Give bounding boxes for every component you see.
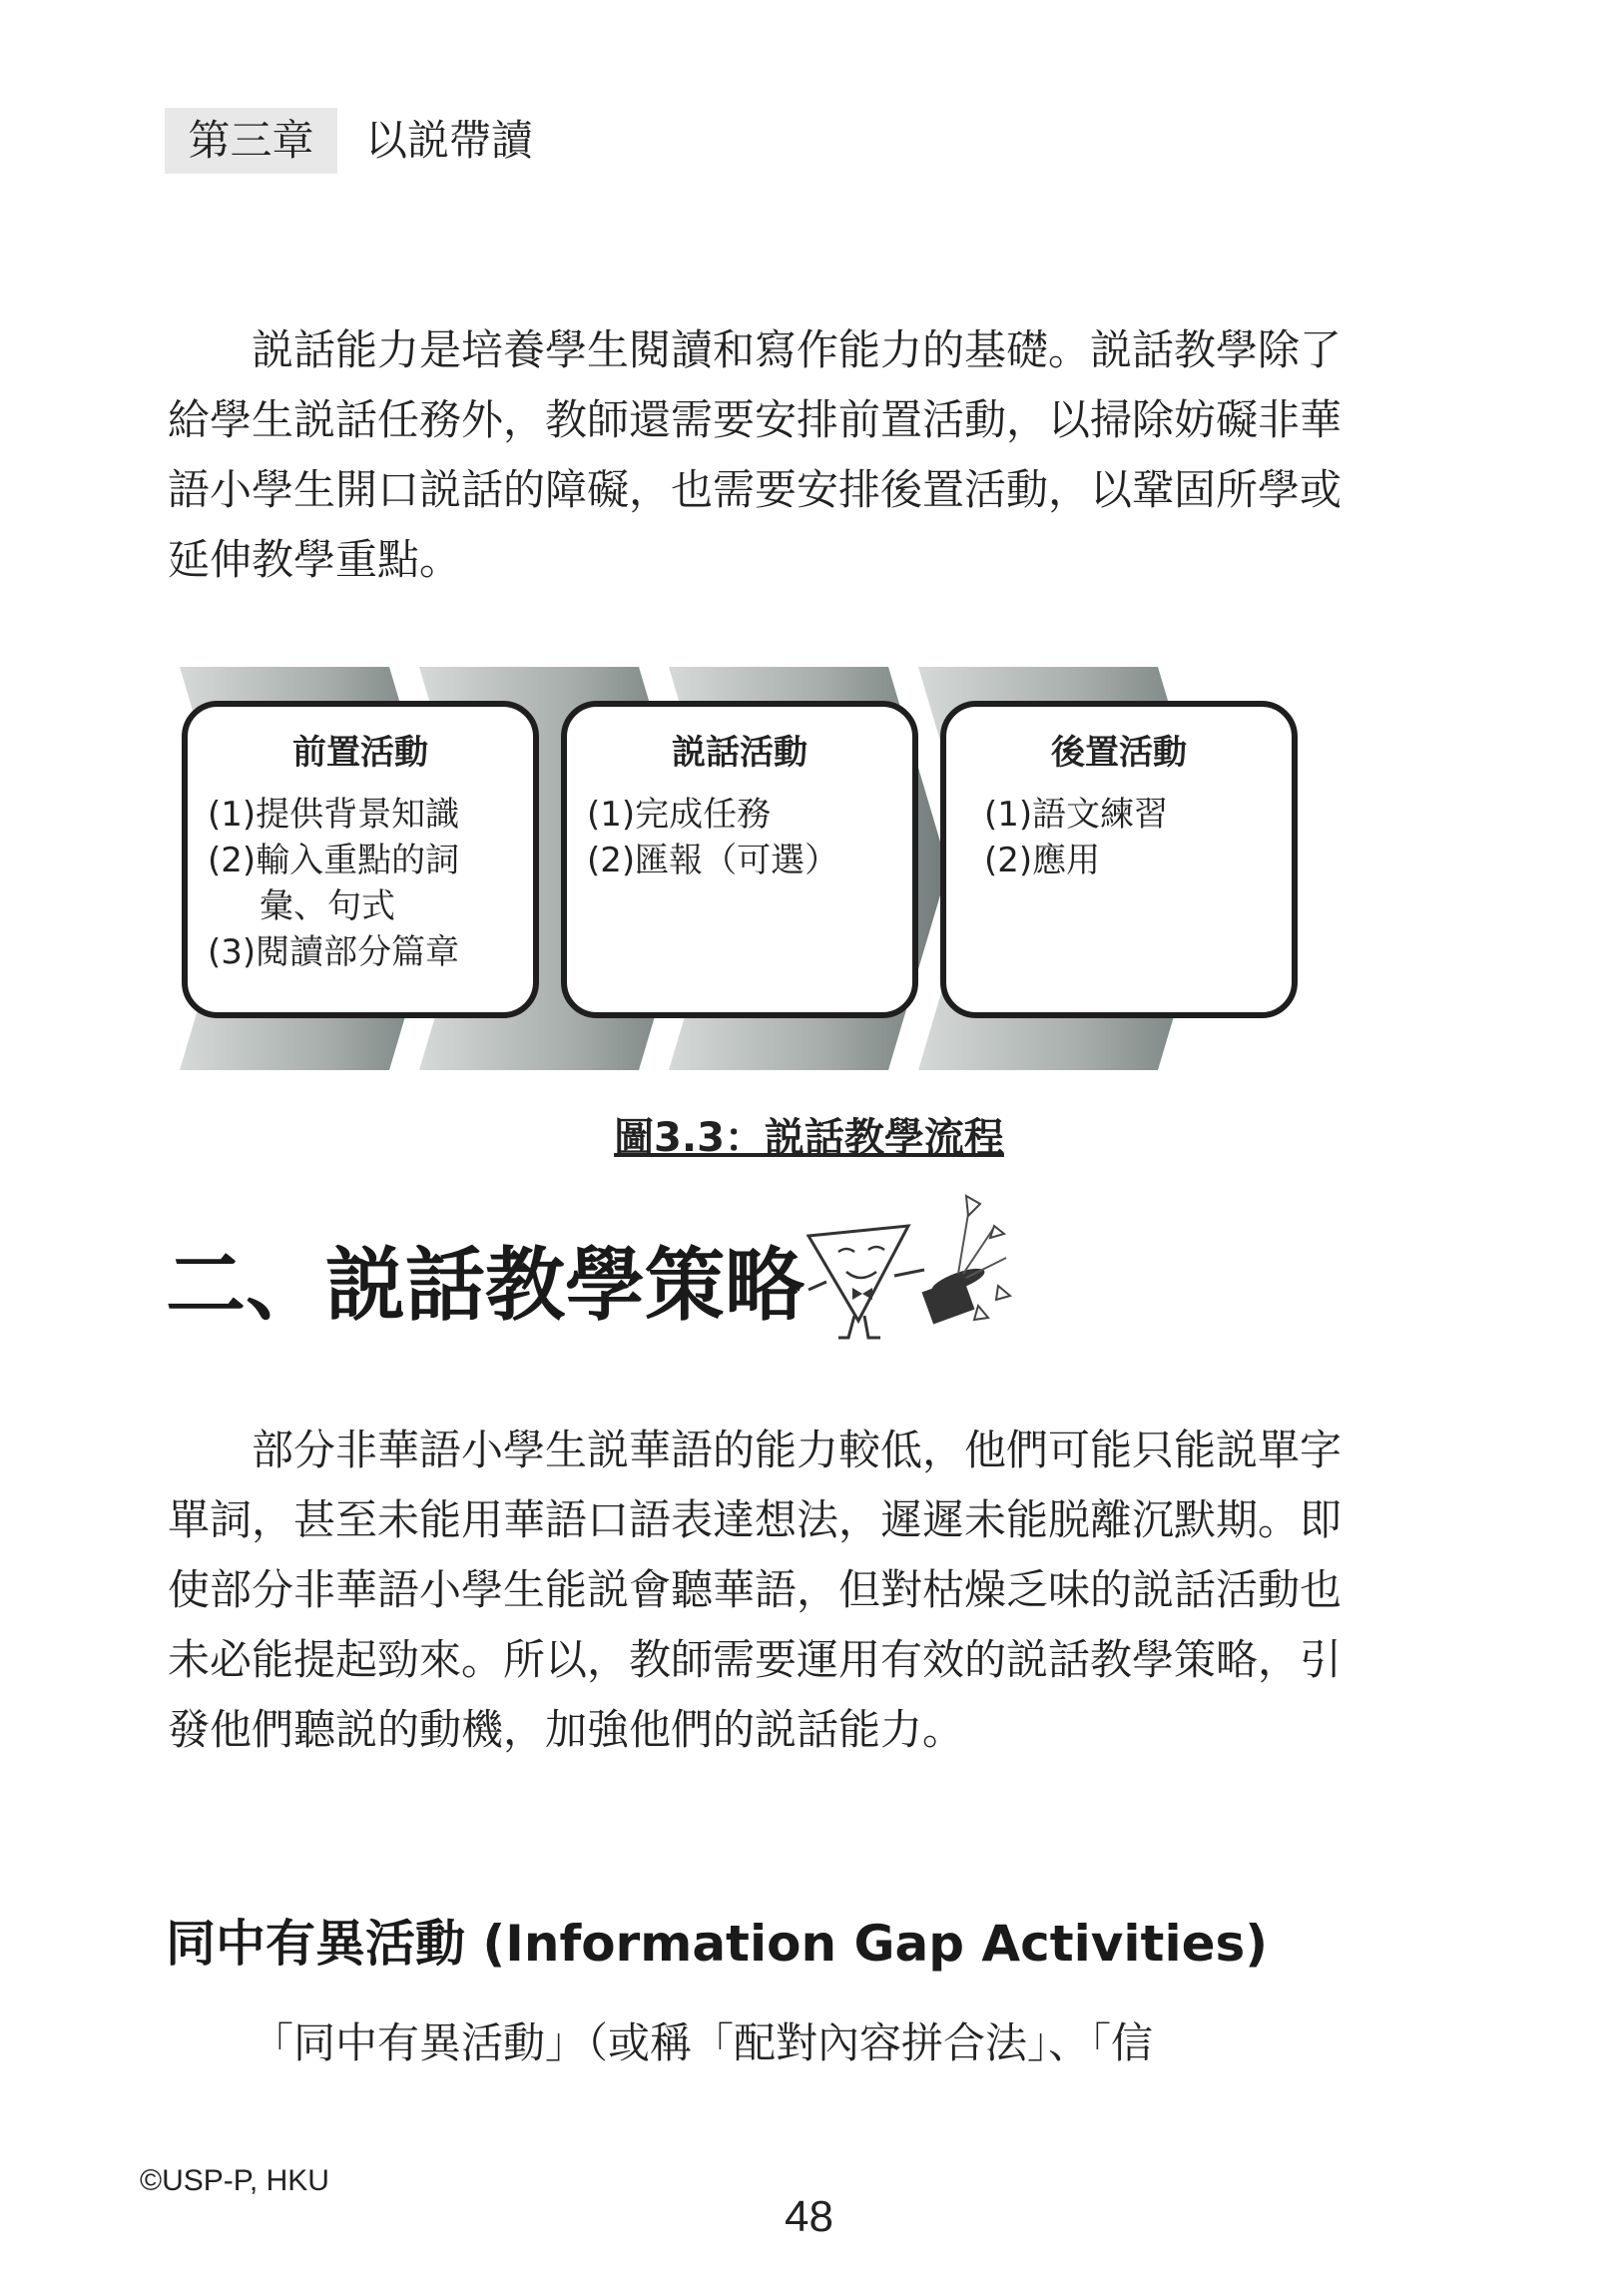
stage-title: 前置活動 (292, 733, 428, 773)
sub-heading: 同中有異活動 (Information Gap Activities) (166, 1915, 1269, 1973)
stage-box-speaking-activity (561, 701, 918, 1018)
continuation-paragraph (168, 2009, 1355, 2078)
stage-box-post-activity (940, 701, 1298, 1018)
figure-caption: 圖3.3：説話教學流程 (614, 1115, 1004, 1161)
intro-paragraph (168, 315, 1355, 595)
intro-paragraph-text: 説話能力是培養學生閱讀和寫作能力的基礎。説話教學除了給學生説話任務外，教師還需要安排前置活動，以掃除妨礙非華語小學生開口説話的障礙，也需要安排後置活動，以鞏固所學或延伸教學重點。 (168, 325, 1343, 584)
strategy-paragraph-text: 部分非華語小學生説華語的能力較低，他們可能只能説單字單詞，甚至未能用華語口語表達想法，遲遲未能脱離沉默期。即使部分非華語小學生能説會聽華語，但對枯燥乏味的説話活動也未必能提起勁來。所以，教師需要運用有效的説話教學策略，引發他們聽説的動機，加強他們的説話能力。 (168, 1426, 1343, 1754)
flow-diagram (160, 659, 1348, 1088)
stage-box-pre-activity (182, 701, 539, 1018)
strategy-paragraph (168, 1416, 1355, 1765)
stage-title: 説話活動 (672, 733, 808, 773)
copyright-notice: ©USP-P, HKU (140, 2164, 329, 2197)
stage-item: (3)閱讀部分篇章 (208, 932, 460, 972)
page-number: 48 (785, 2192, 833, 2241)
continuation-paragraph-text: 「同中有異活動」（或稱「配對內容拼合法」、「信 (252, 2018, 1154, 2067)
stage-item: (1)語文練習 (984, 795, 1169, 835)
stage-item: (1)完成任務 (587, 795, 772, 835)
stage-item: (2)應用 (984, 841, 1101, 880)
section-heading: 二、説話教學策略 (166, 1239, 805, 1332)
stage-item: (2)輸入重點的詞 (208, 841, 460, 880)
chapter-title: 以説帶讀 (365, 116, 534, 165)
stage-item: (2)匯報（可選） (587, 841, 839, 880)
stage-title: 後置活動 (1051, 733, 1187, 773)
chapter-label: 第三章 (165, 108, 337, 174)
stage-item: (1)提供背景知識 (208, 795, 460, 835)
stage-item: 彙、句式 (260, 886, 395, 926)
magician-triangle-icon (799, 1186, 1018, 1346)
